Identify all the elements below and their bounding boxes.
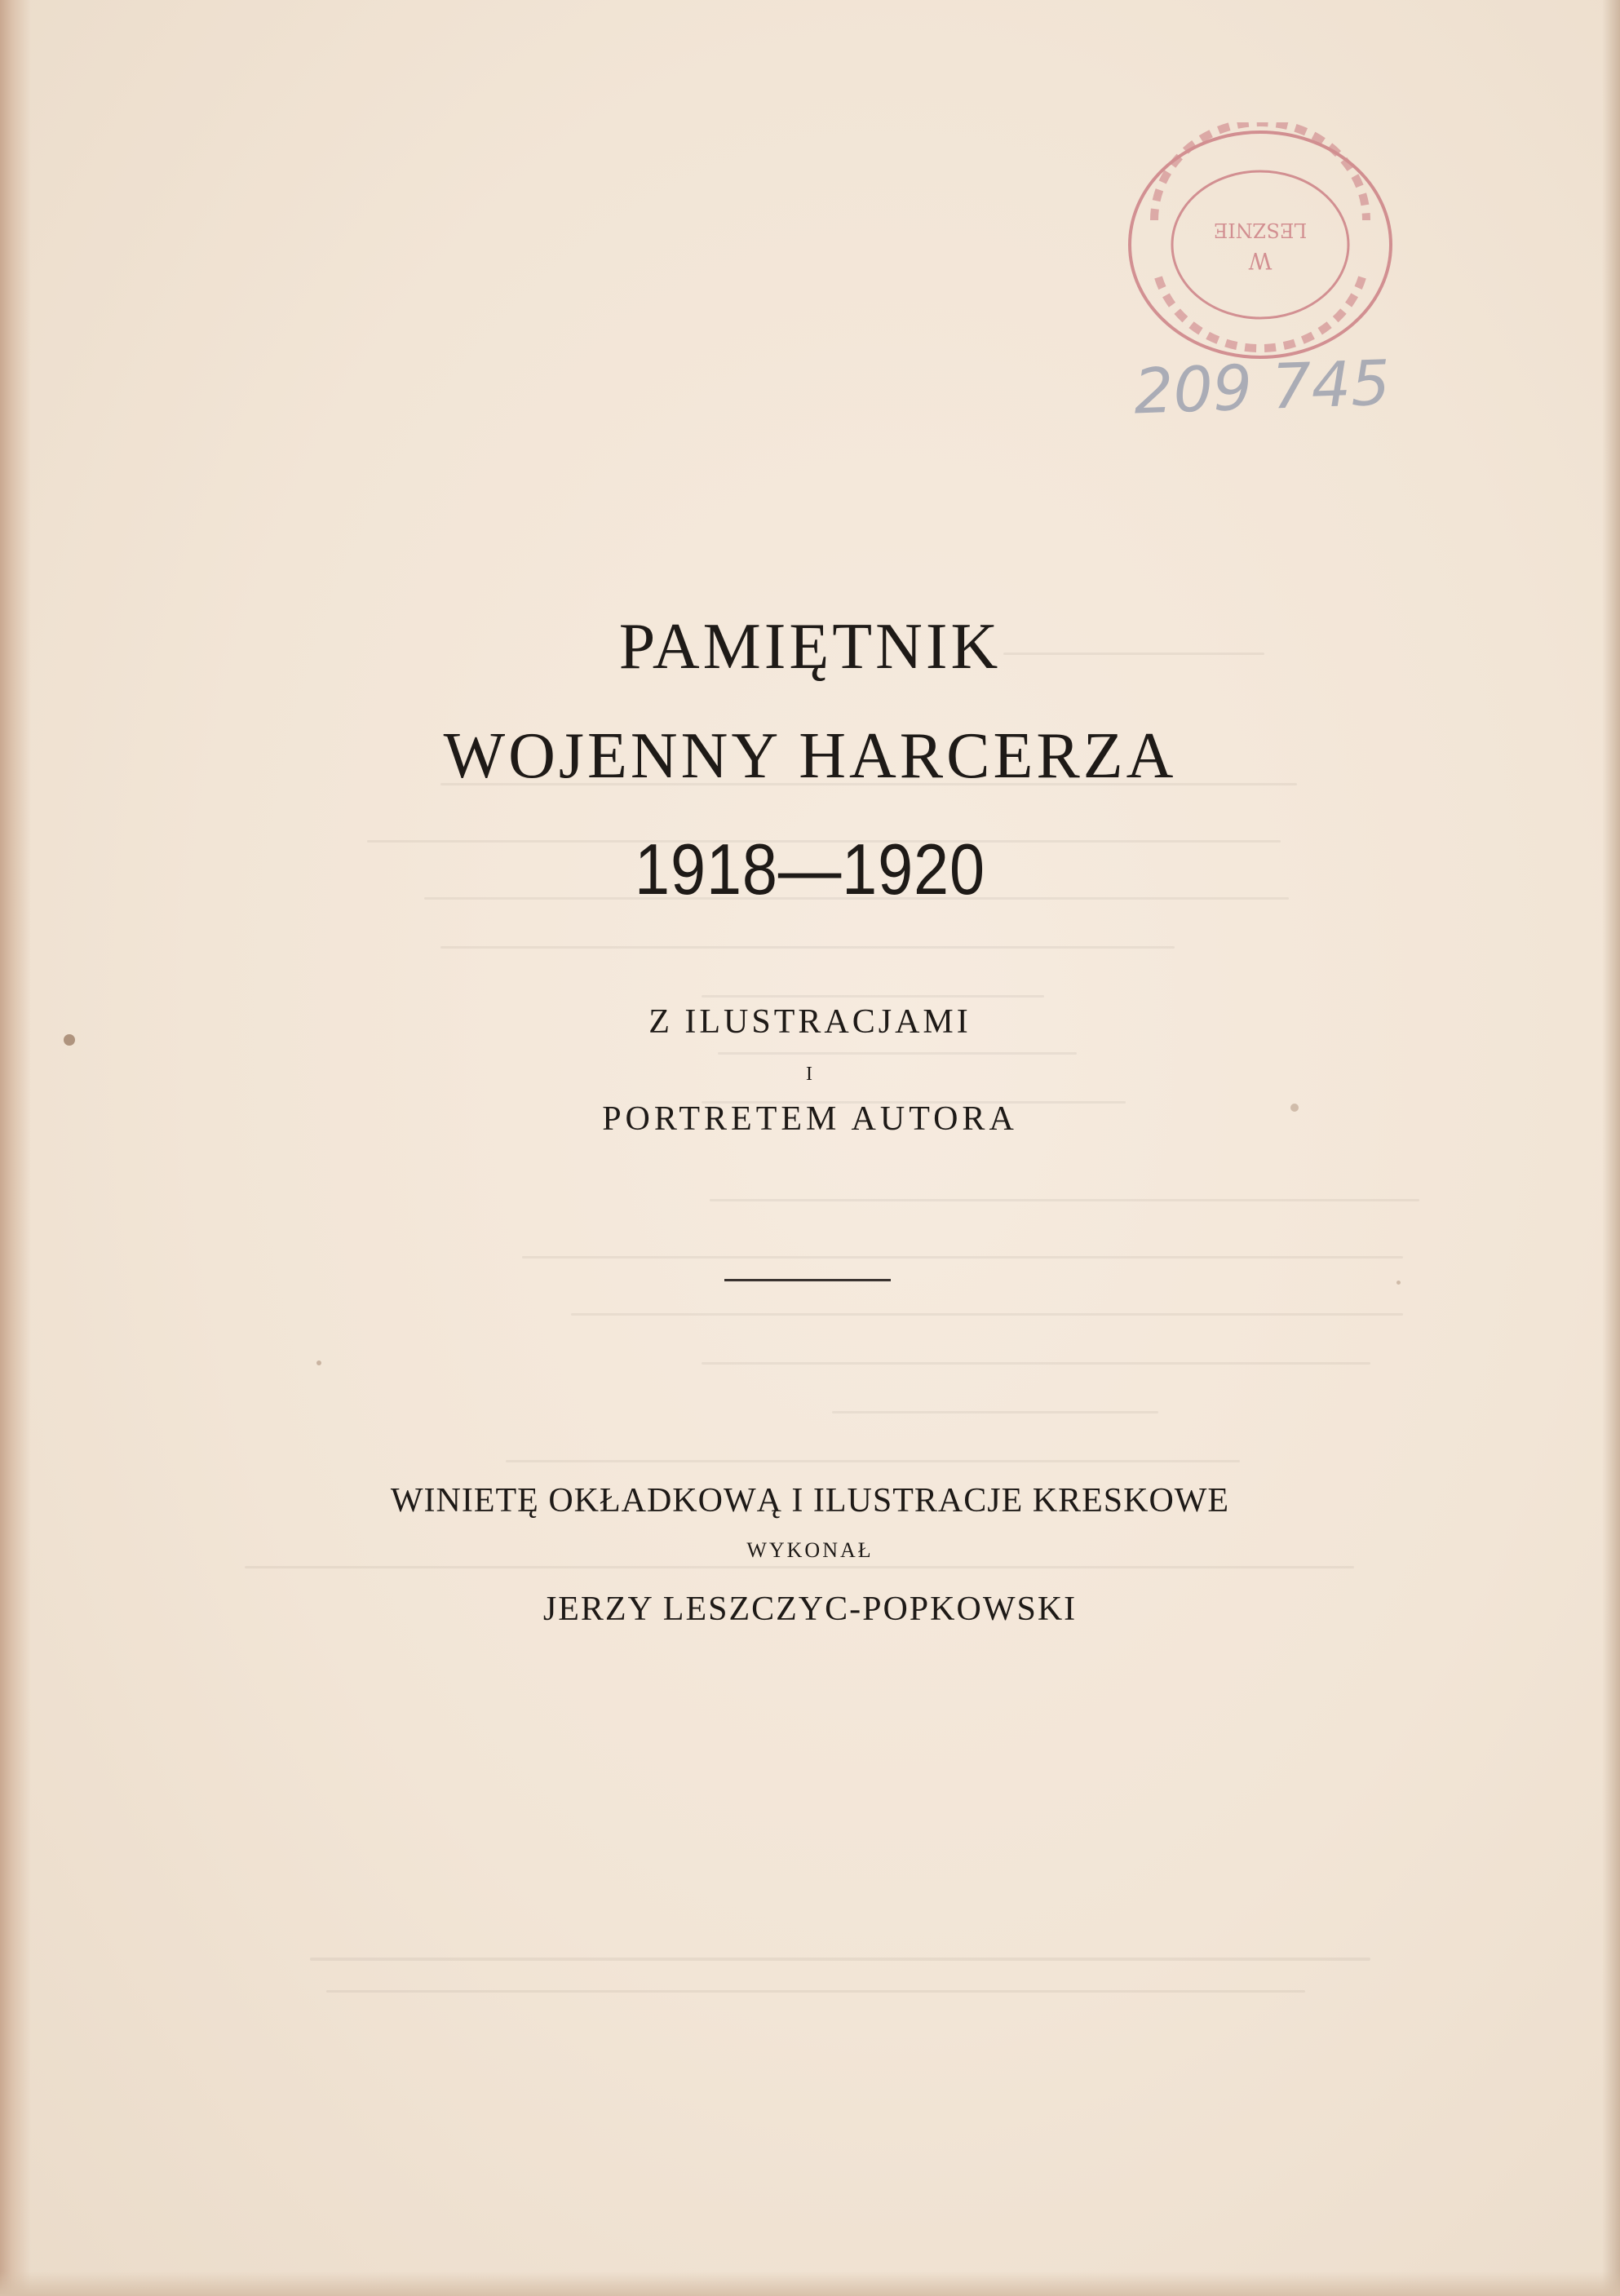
svg-text:LESZNIE: LESZNIE <box>1213 219 1308 241</box>
library-stamp <box>1122 122 1399 367</box>
spine-shadow <box>0 0 31 2296</box>
divider-rule <box>724 1279 891 1281</box>
page-edge-bottom <box>0 2272 1620 2296</box>
credit-vignette: WINIETĘ OKŁADKOWĄ I ILUSTRACJE KRESKOWE <box>390 1482 1230 1520</box>
foxing-spot <box>316 1360 321 1365</box>
pencil-accession-number: 209 745 <box>1132 346 1392 428</box>
page-edge-right <box>1602 0 1620 2296</box>
credit-executed-by: WYKONAŁ <box>746 1538 874 1562</box>
title-years: 1918—1920 <box>635 829 985 909</box>
title-line-1: PAMIĘTNIK <box>618 611 1002 683</box>
subtitle-illustrations: Z ILUSTRACJAMI <box>648 1003 972 1041</box>
subtitle-conjunction: I <box>806 1064 814 1085</box>
foxing-spot <box>1396 1281 1401 1285</box>
svg-text:W: W <box>1248 247 1273 274</box>
credit-artist-name: JERZY LESZCZYC-POPKOWSKI <box>542 1590 1078 1628</box>
title-line-2: WOJENNY HARCERZA <box>443 720 1177 792</box>
subtitle-portrait: PORTRETEM AUTORA <box>602 1100 1018 1138</box>
